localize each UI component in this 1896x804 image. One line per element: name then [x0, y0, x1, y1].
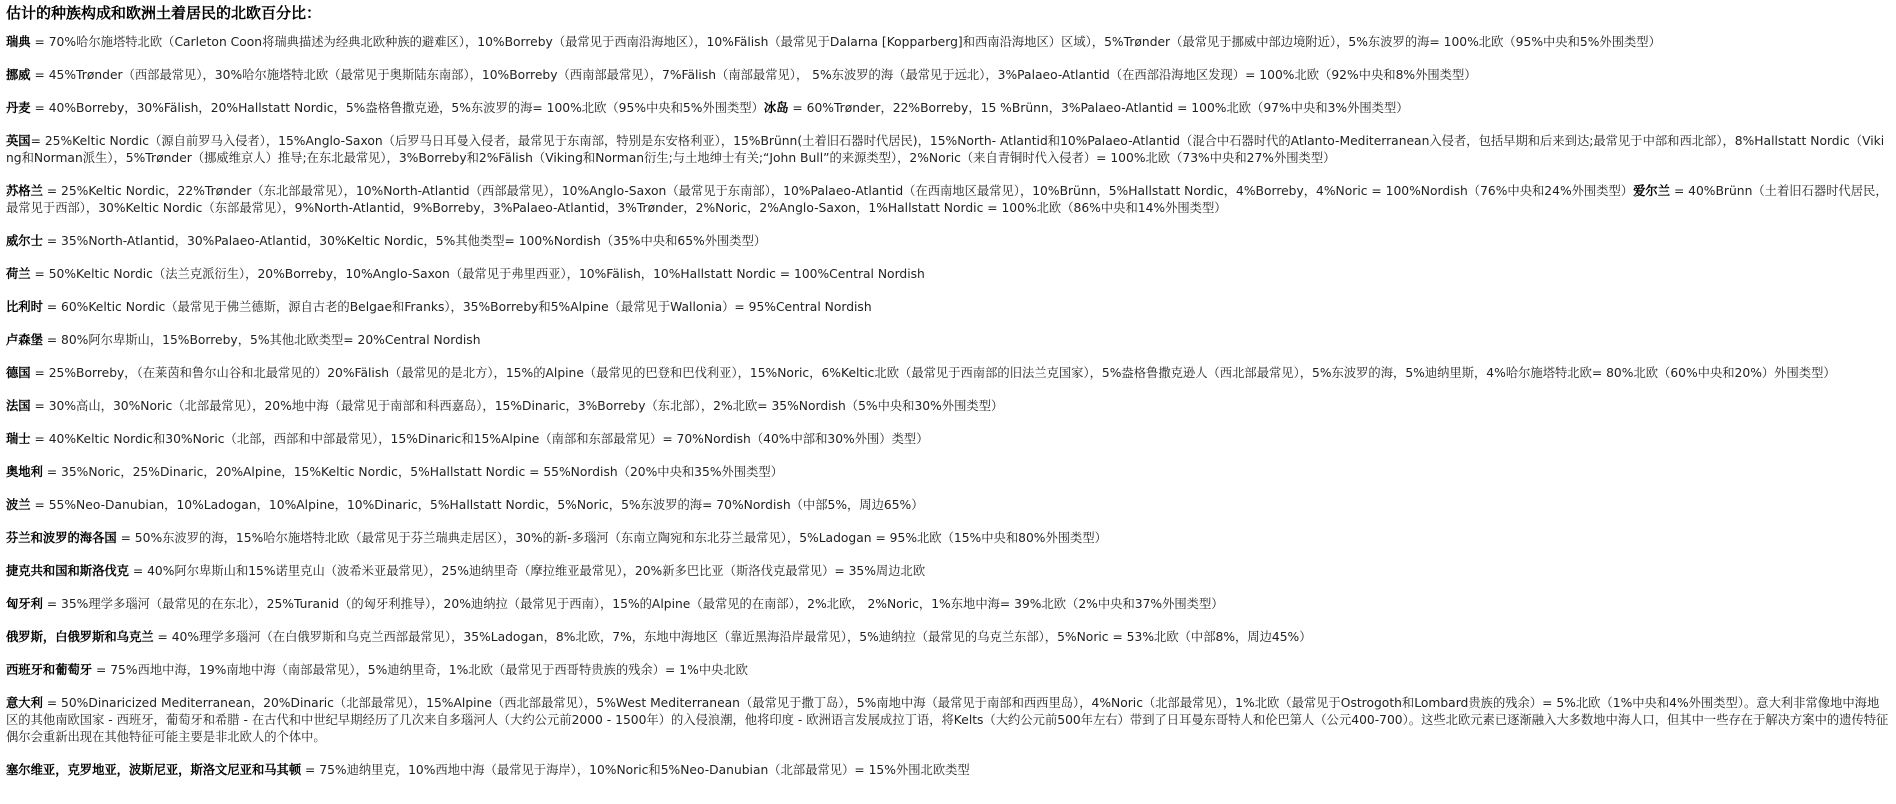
country-name: 瑞士 — [6, 432, 31, 446]
country-name: 挪威 — [6, 68, 31, 82]
country-name: 威尔士 — [6, 234, 43, 248]
entry-paragraph — [6, 695, 1890, 746]
composition-text: = 45%Trønder（西部最常见），30%哈尔施塔特北欧（最常见于奥斯陆东南部），10%Borreby（西南部最常见），7%Fälish（南部最常见）， 5%东波罗的海（最常见于远北），3%Palaeo-Atlantid（在西部沿海地区发现）= 100%北欧（92%中央和8%外围类型） — [30, 68, 1477, 82]
country-name: 俄罗斯，白俄罗斯和乌克兰 — [6, 630, 154, 644]
country-name: 法国 — [6, 399, 31, 413]
country-name: 捷克共和国和斯洛伐克 — [6, 564, 129, 578]
country-name: 意大利 — [6, 696, 43, 710]
entry-paragraph — [6, 183, 1890, 217]
country-name: 瑞典 — [6, 35, 31, 49]
entry-paragraph — [6, 530, 1890, 547]
country-name: 荷兰 — [6, 267, 31, 281]
country-name: 芬兰和波罗的海各国 — [6, 531, 117, 545]
country-name: 爱尔兰 — [1633, 184, 1671, 198]
composition-text: = 35%Noric，25%Dinaric，20%Alpine，15%Keltic Nordic，5%Hallstatt Nordic = 55%Nordish（20%中央和35%外围类型） — [42, 465, 783, 479]
composition-text: = 25%Keltic Nordic，22%Trønder（东北部最常见），10%North-Atlantid（西部最常见），10%Anglo-Saxon（最常见于东南部），10%Palaeo-Atlantid（在西南地区最常见），10%Brünn，5%Hallstatt Nordic，4%Borreby，4%Noric = 100%Nordish（76%中央和24%外围类型） — [42, 184, 1634, 198]
country-name: 冰岛 — [763, 101, 789, 115]
entry-paragraph — [6, 563, 1890, 580]
entry-paragraph — [6, 34, 1890, 51]
country-name: 波兰 — [6, 498, 31, 512]
entry-paragraph — [6, 266, 1890, 283]
country-name: 比利时 — [6, 300, 43, 314]
entry-paragraph — [6, 398, 1890, 415]
entry-paragraph — [6, 464, 1890, 481]
composition-text: = 40%阿尔卑斯山和15%诺里克山（波希米亚最常见），25%迪纳里奇（摩拉维亚最常见），20%新多巴比亚（斯洛伐克最常见）= 35%周边北欧 — [128, 564, 926, 578]
country-name: 塞尔维亚，克罗地亚，波斯尼亚，斯洛文尼亚和马其顿 — [6, 763, 302, 777]
entry-paragraph — [6, 100, 1890, 117]
entry-paragraph — [6, 596, 1890, 613]
entry-paragraph — [6, 233, 1890, 250]
composition-text: = 40%理学多瑙河（在白俄罗斯和乌克兰西部最常见），35%Ladogan，8%北欧，7%，东地中海地区（靠近黑海沿岸最常见），5%迪纳拉（最常见的乌克兰东部），5%Noric = 53%北欧（中部8%，周边45%） — [153, 630, 1312, 644]
composition-text: = 75%西地中海，19%南地中海（南部最常见），5%迪纳里奇，1%北欧（最常见于西哥特贵族的残余）= 1%中央北欧 — [92, 663, 748, 677]
composition-text: = 80%阿尔卑斯山，15%Borreby，5%其他北欧类型= 20%Central Nordish — [42, 333, 481, 347]
composition-text: = 50%东波罗的海，15%哈尔施塔特北欧（最常见于芬兰瑞典走居区），30%的新-多瑙河（东南立陶宛和东北芬兰最常见），5%Ladogan = 95%北欧（15%中央和80%外围类型） — [116, 531, 1107, 545]
country-name: 西班牙和葡萄牙 — [6, 663, 93, 677]
composition-text: = 40%Brünn（土着旧石器时代居民，最常见于西部），30%Keltic Nordic（东部最常见），9%North-Atlantid，9%Borreby，3%Palaeo-Atlantid，3%Trønder，2%Noric，2%Anglo-Saxon，1%Hallstatt Nordic = 100%北欧（86%中央和14%外围类型） — [6, 184, 1888, 215]
country-name: 匈牙利 — [6, 597, 43, 611]
composition-text: = 55%Neo-Danubian，10%Ladogan，10%Alpine，10%Dinaric，5%Hallstatt Nordic，5%Noric，5%东波罗的海= 70%Nordish（中部5%，周边65%） — [30, 498, 924, 512]
entry-paragraph — [6, 762, 1890, 779]
entry-paragraph — [6, 299, 1890, 316]
country-name: 德国 — [6, 366, 31, 380]
composition-text: = 60%Trønder，22%Borreby，15 %Brünn，3%Palaeo-Atlantid = 100%北欧（97%中央和3%外围类型） — [788, 101, 1409, 115]
composition-text: = 35%理学多瑙河（最常见的在东北），25%Turanid（的匈牙利推导），20%迪纳拉（最常见于西南），15%的Alpine（最常见的在南部），2%北欧， 2%Noric，1%东地中海= 39%北欧（2%中央和37%外围类型） — [42, 597, 1224, 611]
country-name: 卢森堡 — [6, 333, 43, 347]
composition-text: = 40%Borreby，30%Fälish，20%Hallstatt Nordic，5%盎格鲁撒克逊，5%东波罗的海= 100%北欧（95%中央和5%外围类型） — [30, 101, 764, 115]
entry-paragraph — [6, 662, 1890, 679]
entry-paragraph — [6, 365, 1890, 382]
composition-text: = 40%Keltic Nordic和30%Noric（北部，西部和中部最常见），15%Dinaric和15%Alpine（南部和东部最常见）= 70%Nordish（40%中部和30%外围）类型） — [30, 432, 929, 446]
page-title: 估计的种族构成和欧洲土着居民的北欧百分比： — [6, 4, 322, 22]
entries-list — [6, 34, 1890, 779]
entry-paragraph — [6, 133, 1890, 167]
composition-text: = 75%迪纳里克，10%西地中海（最常见于海岸），10%Noric和5%Neo-Danubian（北部最常见）= 15%外围北欧类型 — [301, 763, 970, 777]
composition-text: = 70%哈尔施塔特北欧（Carleton Coon将瑞典描述为经典北欧种族的避难区），10%Borreby（最常见于西南沿海地区），10%Fälish（最常见于Dalarna [Kopparberg]和西南沿海地区）区域），5%Trønder（最常见于挪威中部边境附近），5%东波罗的海= 100%北欧（95%中央和5%外围类型） — [30, 35, 1661, 49]
country-name: 奥地利 — [6, 465, 43, 479]
entry-paragraph — [6, 332, 1890, 349]
country-name: 英国 — [6, 134, 31, 148]
composition-text: = 60%Keltic Nordic（最常见于佛兰德斯，源自古老的Belgae和Franks），35%Borreby和5%Alpine（最常见于Wallonia）= 95%Central Nordish — [42, 300, 872, 314]
composition-text: = 50%Dinaricized Mediterranean，20%Dinaric（北部最常见），15%Alpine（西北部最常见），5%West Mediterranean（最常见于撒丁岛），5%南地中海（最常见于南部和西西里岛），4%Noric（北部最常见），1%北欧（最常见于Ostrogoth和Lombard贵族的残余）= 5%北欧（1%中央和4%外围类型）。意大利非常像地中海地区的其他南欧国家 - 西班牙，葡萄牙和希腊 - 在古代和中世纪早期经历了几次来自多瑙河人（大约公元前2000 - 1500年）的入侵浪潮，他将印度 - 欧洲语言发展成拉丁语，将Kelts（大约公元前500年左右）带到了日耳曼东哥特人和伦巴第人（公元400-700）。这些北欧元素已逐渐融入大多数地中海人口，但其中一些存在于解决方案中的遗传特征偶尔会重新出现在其他特征可能主要是非北欧人的个体中。 — [6, 696, 1889, 744]
entry-paragraph — [6, 431, 1890, 448]
entry-paragraph — [6, 629, 1890, 646]
composition-text: = 35%North-Atlantid，30%Palaeo-Atlantid，30%Keltic Nordic，5%其他类型= 100%Nordish（35%中央和65%外围类型） — [42, 234, 767, 248]
country-name: 丹麦 — [6, 101, 31, 115]
entry-paragraph — [6, 497, 1890, 514]
country-name: 苏格兰 — [6, 184, 43, 198]
composition-text: = 25%Borreby，（在莱茵和鲁尔山谷和北最常见的）20%Fälish（最常见的是北方），15%的Alpine（最常见的巴登和巴伐利亚），15%Noric，6%Keltic北欧（最常见于西南部的旧法兰克国家），5%盎格鲁撒克逊人（西北部最常见），5%东波罗的海，5%迪纳里斯，4%哈尔施塔特北欧= 80%北欧（60%中央和20%）外围类型） — [30, 366, 1836, 380]
composition-text: = 30%高山，30%Noric（北部最常见），20%地中海（最常见于南部和科西嘉岛），15%Dinaric，3%Borreby（东北部），2%北欧= 35%Nordish（5%中央和30%外围类型） — [30, 399, 1004, 413]
composition-text: = 50%Keltic Nordic（法兰克派衍生），20%Borreby，10%Anglo-Saxon（最常见于弗里西亚），10%Fälish，10%Hallstatt Nordic = 100%Central Nordish — [30, 267, 925, 281]
composition-text: = 25%Keltic Nordic（源自前罗马入侵者），15%Anglo-Saxon（后罗马日耳曼入侵者，最常见于东南部，特别是东安格利亚），15%Brünn(土着旧石器时代居民)，15%North- Atlantid和10%Palaeo-Atlantid（混合中石器时代的Atlanto-Mediterranean入侵者，包括早期和后来到达;最常见于中部和西北部），8%Hallstatt Nordic（Viking和Norman派生），5%Trønder（挪威维京人）推导;在东北最常见），3%Borreby和2%Fälish（Viking和Norman衍生;与土地绅士有关;“John Bull”的来源类型），2%Noric（来自青铜时代入侵者）= 100%北欧（73%中央和27%外围类型） — [6, 134, 1885, 165]
entry-paragraph — [6, 67, 1890, 84]
